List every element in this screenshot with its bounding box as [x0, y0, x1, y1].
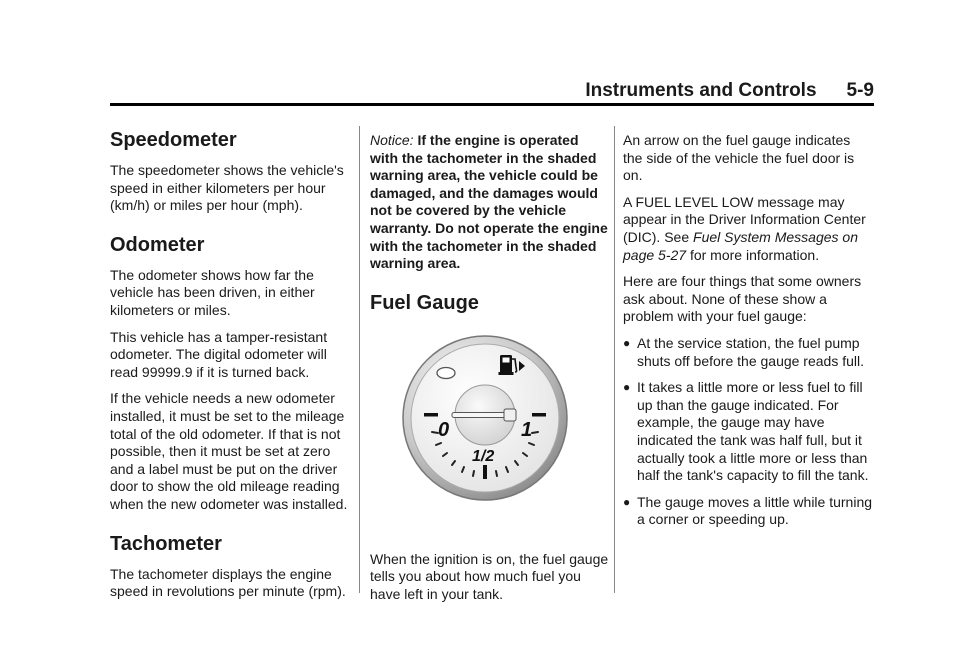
owners-ask-paragraph: Here are four things that some owners ask about. None of these show a problem with your fuel gauge:: [623, 273, 862, 325]
list-item: [623, 379, 873, 485]
fuel-low-text-end: for more information.: [686, 246, 820, 263]
column-left: [110, 128, 350, 610]
cross-reference-link[interactable]: Fuel System Messages on page 5-27: [623, 228, 858, 263]
label-empty: 0: [438, 418, 450, 441]
fuel-low-paragraph: [623, 194, 873, 264]
fuel-gauge-illustration: [370, 333, 610, 533]
list-item-text: At the service station, the fuel pump shuts off before the gauge reads full.: [637, 334, 865, 369]
list-item-text: The gauge moves a little while turning a corner or speeding up.: [637, 493, 873, 528]
tick-full: [532, 413, 546, 417]
bullet-icon: ●: [623, 380, 631, 395]
odometer-heading: Odometer: [110, 233, 205, 256]
list-item-text: It takes a little more or less fuel to fill up than the gauge indicated. For example, the gauge may have indicated the tank was half full, but it actually took a little more or less than half the tank's capacity to fill the tank.: [637, 379, 869, 484]
tachometer-paragraph: The tachometer displays the engine speed in revolutions per minute (rpm).: [110, 565, 346, 600]
list-item: [623, 335, 873, 370]
fuel-gauge-heading: Fuel Gauge: [370, 291, 479, 314]
odometer-paragraph: If the vehicle needs a new odometer installed, it must be set to the mileage total of the old odometer. If that is not possible, then it must be set at zero and a label must be put on the driver door to show the old mileage reading when the new odometer was installed.: [110, 390, 348, 512]
tick-empty: [424, 413, 438, 417]
bullet-list: [623, 335, 873, 529]
bullet-icon: ●: [623, 335, 631, 350]
notice-label: Notice:: [370, 132, 414, 148]
column-divider: [614, 126, 615, 593]
page-header: [110, 80, 874, 102]
list-item: [623, 494, 873, 529]
label-half: 1/2: [472, 447, 495, 465]
tick-half: [483, 465, 487, 479]
needle-cap: [504, 409, 516, 421]
section-title: Instruments and Controls: [585, 80, 817, 101]
speedometer-heading: Speedometer: [110, 129, 237, 151]
notice-text: If the engine is operated with the tachometer in the shaded warning area, the vehicle could be damaged, and the damages would not be covered by the vehicle warranty. Do not operate the engine with the tachometer in the shaded warning area.: [370, 132, 608, 272]
column-divider: [359, 126, 360, 593]
column-middle: [370, 132, 610, 613]
notice: [370, 132, 610, 273]
speedometer-paragraph: The speedometer shows the vehicle's speed in either kilometers per hour (km/h) or miles per hour (mph).: [110, 162, 344, 214]
page-number: 5-9: [846, 80, 874, 101]
odometer-paragraph: The odometer shows how far the vehicle has been driven, in either kilometers or miles.: [110, 266, 315, 318]
tachometer-heading: Tachometer: [110, 532, 222, 555]
bullet-icon: ●: [623, 494, 631, 509]
fuel-gauge-graphic: [400, 333, 570, 503]
odometer-paragraph: This vehicle has a tamper-resistant odometer. The digital odometer will read 99999.9 if it is turned back.: [110, 328, 328, 380]
label-full: 1: [521, 418, 533, 441]
indicator-lamp: [437, 367, 455, 378]
header-rule: [110, 103, 874, 106]
column-right: [623, 132, 873, 538]
fuel-gauge-paragraph: When the ignition is on, the fuel gauge tells you about how much fuel you have left in your tank.: [370, 550, 609, 602]
fuel-door-paragraph: An arrow on the fuel gauge indicates the side of the vehicle the fuel door is on.: [623, 132, 855, 184]
fuel-low-text: A FUEL LEVEL LOW message may appear in the Driver Information Center (DIC). See: [623, 193, 866, 245]
